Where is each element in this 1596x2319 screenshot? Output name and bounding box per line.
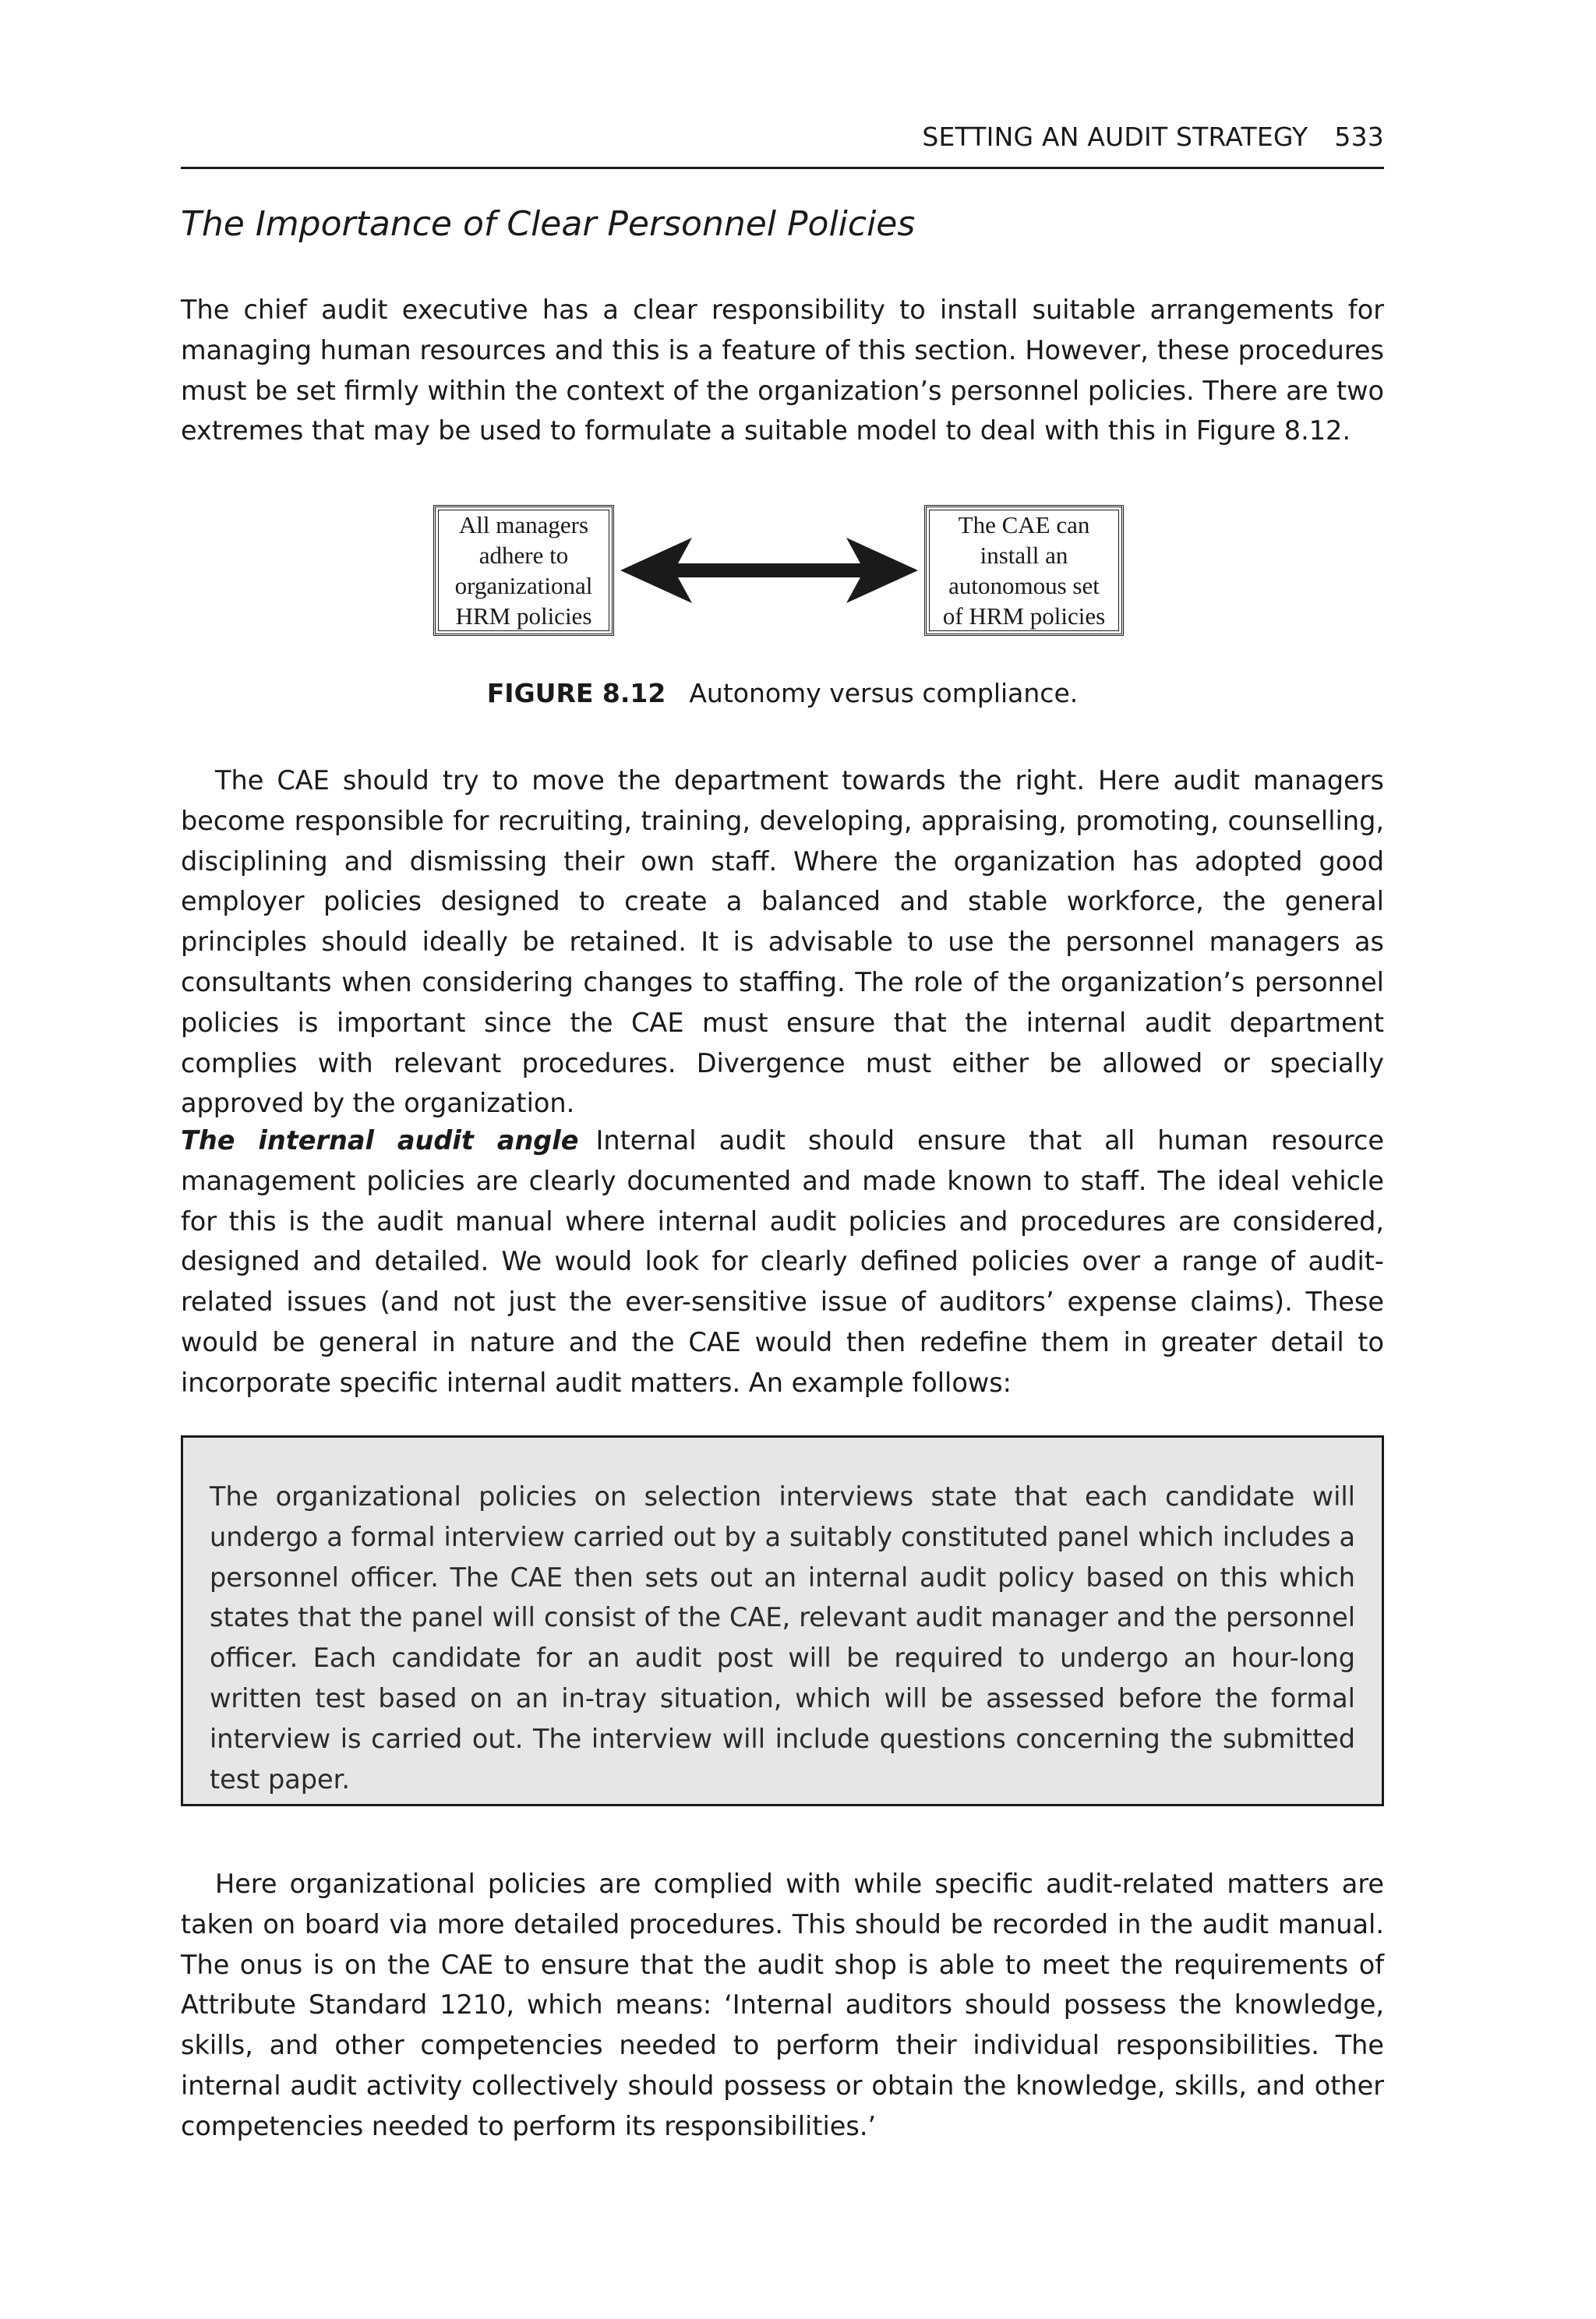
autonomy-line: of HRM policies [942,602,1106,630]
run-in-heading: The internal audit angle [181,1125,579,1156]
running-head [922,122,1384,152]
figure-caption-text: Autonomy versus compliance. [689,678,1079,708]
compliance-line: All managers [458,511,589,538]
intro-paragraph: The chief audit executive has a clear responsibility to install suitable arrangements for managing human resources and this is a feature of this section. However, these procedures must be set firmly within the context of the organization’s personnel policies. There are two extremes that may be used to formulate a suitable model to deal with this in Figure 8.12. [181,295,1384,447]
double-headed-arrow-icon [614,531,924,609]
example-box [181,1435,1384,1806]
page-number: 533 [1334,122,1384,152]
autonomy-line: install an [980,542,1068,569]
audit-angle-text: Internal audit should ensure that all human resource management policies are clearly documented and made known to staff. The ideal vehicle for this is the audit manual where internal audit policies and procedures are considered, designed and detailed. We would look for clearly defined policies over a range of audit-related issues (and not just the ever-sensitive issue of auditors’ expense claims). These would be general in nature and the CAE would then redefine them in greater detail to incorporate specific internal audit matters. An example follows: [181,1125,1384,1398]
autonomy-line: autonomous set [948,572,1100,599]
audit-angle-paragraph [181,1121,1384,1403]
header-rule [181,167,1384,169]
autonomy-box-text [929,510,1119,631]
example-text: The organizational policies on selection interviews state that each candidate will undergo a formal interview carried out by a suitably constituted panel which includes a personnel officer. The CAE then sets out an internal audit policy based on this which states that the panel will consist of the CAE, relevant audit manager and the personnel officer. Each candidate for an audit post will be required to undergo an hour-long written test based on an in-tray situation, which will be assessed before the formal interview is carried out. The interview will include questions concerning the submitted test paper. [210,1481,1355,1795]
compliance-line: organizational [454,572,593,599]
autonomy-line: The CAE can [958,511,1090,538]
autonomy-box [924,505,1124,636]
closing-paragraph: Here organizational policies are complied with while specific audit-related matters are taken on board via more detailed procedures. This should be recorded in the audit manual. The onus is on the CAE to ensure that the audit shop is able to meet the requirements of Attribute Standard 1210, which means: ‘Internal auditors should possess the knowledge, skills, and other competencies needed to perform their individual responsibilities. The internal audit activity collectively should possess or obtain the knowledge, skills, and other competencies needed to perform its responsibilities.’ [181,1869,1384,2141]
cae-paragraph: The CAE should try to move the department towards the right. Here audit managers become responsible for recruiting, training, developing, appraising, promoting, counselling, disciplining and dismissing their own staff. Where the organization has adopted good employer policies designed to create a balanced and stable workforce, the general principles should ideally be retained. It is advisable to use the personnel managers as consultants when considering changes to staffing. The role of the organization’s personnel policies is important since the CAE must ensure that the internal audit department complies with relevant procedures. Divergence must either be allowed or specially approved by the organization. [181,765,1384,1119]
compliance-line: HRM policies [455,602,592,630]
compliance-box-text [438,510,609,631]
compliance-line: adhere to [478,542,569,569]
figure-caption [181,678,1384,708]
running-head-title: SETTING AN AUDIT STRATEGY [922,122,1308,152]
figure-8-12 [433,505,1132,648]
figure-label: FIGURE 8.12 [486,678,666,708]
compliance-box [433,505,614,636]
section-title: The Importance of Clear Personnel Policies [181,204,916,244]
